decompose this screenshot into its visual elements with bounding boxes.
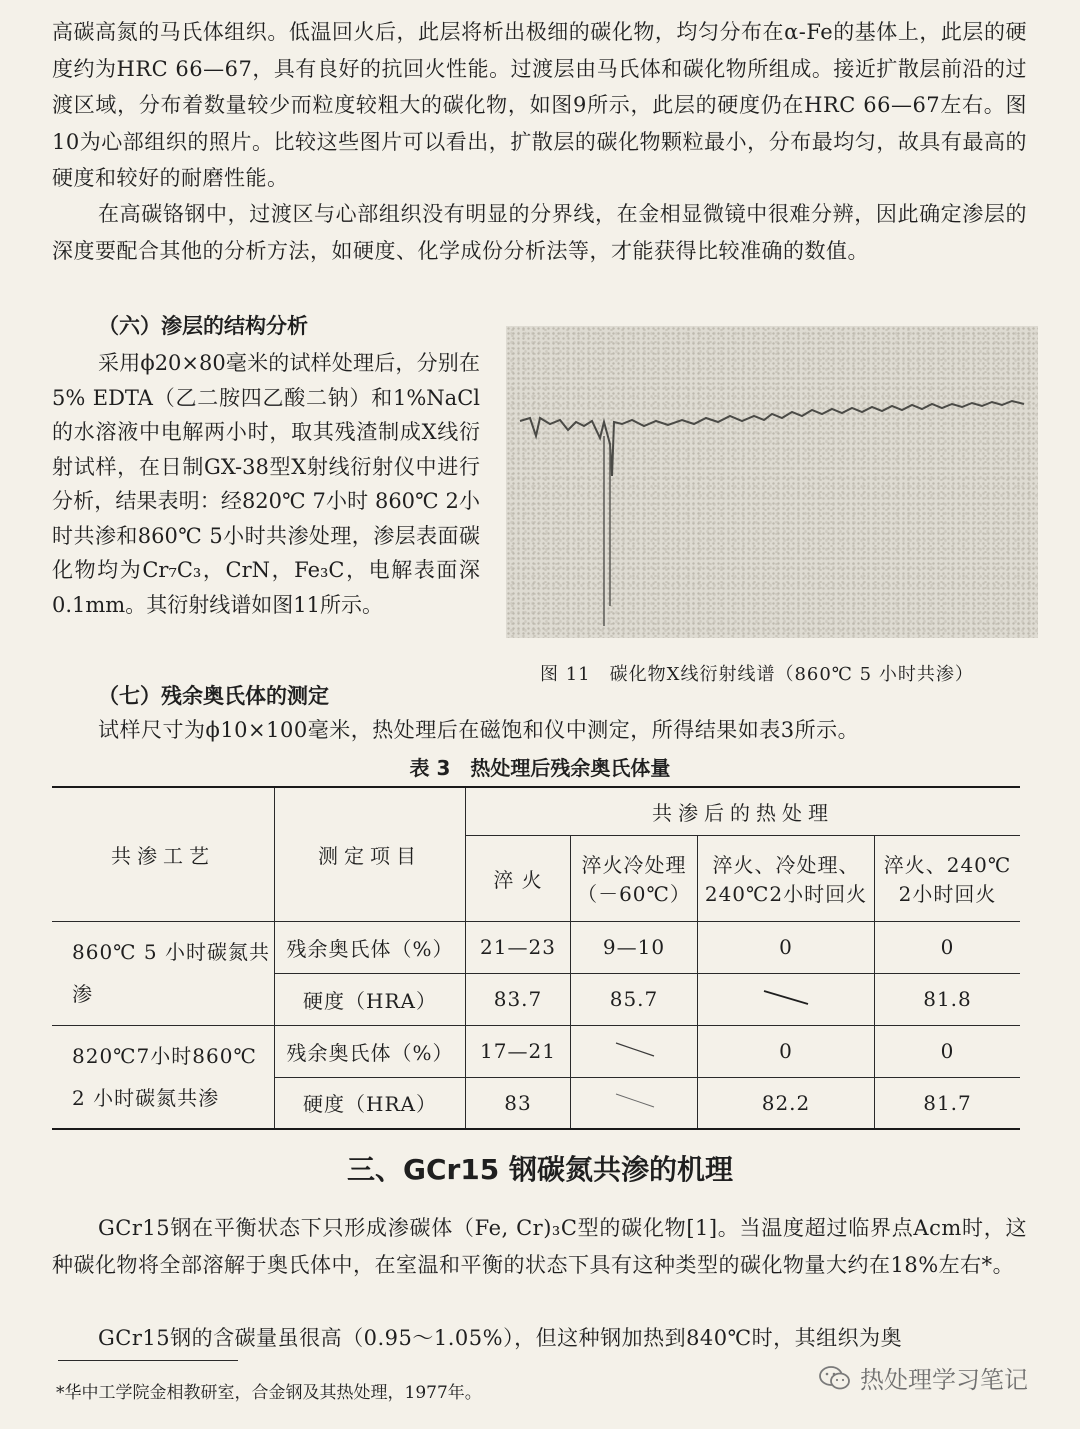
not-measured-slash — [604, 1088, 664, 1112]
footnote-rule — [58, 1360, 238, 1361]
table-cell: 0 — [875, 921, 1021, 973]
header-post-treatment: 共渗后的热处理 — [466, 787, 1021, 835]
table-cell: 21—23 — [466, 921, 571, 973]
watermark-text: 热处理学习笔记 — [860, 1366, 1028, 1394]
table-cell: 0 — [875, 1025, 1021, 1077]
row-item: 残余奥氏体（%） — [275, 921, 466, 973]
paragraph-carbide-layers: 高碳高氮的马氏体组织。低温回火后，此层将析出极细的碳化物，均匀分布在α-Fe的基体上，此层的硬度约为HRC 66—67，具有良好的抗回火性能。过渡层由马氏体和碳化物所组成。接近扩散层前沿的过渡区域，分布着数量较少而粒度较粗大的碳化物，如图9所示，此层的硬度仍在HRC 66—67左右。图10为心部组织的照片。比较这些图片可以看出，扩散层的碳化物颗粒最小，分布最均匀，故具有最高的硬度和较好的耐磨性能。 — [52, 20, 1027, 190]
paragraph-carbide-type: GCr15钢在平衡状态下只形成渗碳体（Fe, Cr)₃C型的碳化物[1]。当温度超过临界点Acm时，这种碳化物将全部溶解于奥氏体中，在室温和平衡的状态下具有这种类型的碳化物量大约在18%左右*。 — [52, 1216, 1027, 1277]
table-cell: 83.7 — [466, 973, 571, 1025]
table-cell: 0 — [698, 1025, 875, 1077]
watermark — [818, 1360, 1028, 1395]
header-process: 共渗工艺 — [52, 787, 275, 921]
table-cell: 85.7 — [571, 973, 698, 1025]
header-quench-cold: 淬火冷处理（－60℃） — [571, 835, 698, 921]
table-cell: 17—21 — [466, 1025, 571, 1077]
footnote: *华中工学院金相教研室，合金钢及其热处理，1977年。 — [56, 1383, 482, 1403]
header-quench-cold-temper: 淬火、冷处理、240℃2小时回火 — [698, 835, 875, 921]
row-item: 硬度（HRA） — [275, 1077, 466, 1129]
table-cell: 83 — [466, 1077, 571, 1129]
paragraph-xray-analysis: 采用ϕ20×80毫米的试样处理后，分别在5% EDTA（乙二胺四乙酸二钠）和1%NaCl的水溶液中电解两小时，取其残渣制成X线衍射试样，在日制GX-38型X射线衍射仪中进行分析，结果表明：经820℃ 7小时 860℃ 2小时共渗和860℃ 5小时共渗处理，渗层表面碳化物均为Cr₇C₃，CrN，Fe₃C，电解表面深0.1mm。其衍射线谱如图11所示。 — [52, 351, 480, 617]
diffraction-trace — [506, 326, 1038, 638]
header-quench: 淬 火 — [466, 835, 571, 921]
heading-retained-austenite: （七）残余奥氏体的测定 — [98, 684, 329, 708]
table-cell-dash — [571, 1077, 698, 1129]
not-measured-slash — [756, 985, 816, 1009]
section-title: 三、GCr15 钢碳氮共渗的机理 — [346, 1153, 734, 1186]
header-quench-temper: 淬火、240℃ 2小时回火 — [875, 835, 1021, 921]
table-caption: 表 3 热处理后残余奥氏体量 — [409, 756, 671, 780]
row-process-860: 860℃ 5 小时碳氮共渗 — [52, 921, 275, 1025]
table-cell: 9—10 — [571, 921, 698, 973]
row-process-820: 820℃7小时860℃ 2 小时碳氮共渗 — [52, 1025, 275, 1129]
table-cell: 81.7 — [875, 1077, 1021, 1129]
table-cell-dash — [571, 1025, 698, 1077]
table-cell: 81.8 — [875, 973, 1021, 1025]
paragraph-transition-zone: 在高碳铬钢中，过渡区与心部组织没有明显的分界线，在金相显微镜中很难分辨，因此确定渗层的深度要配合其他的分析方法，如硬度、化学成份分析法等，才能获得比较准确的数值。 — [52, 202, 1027, 263]
row-item: 硬度（HRA） — [275, 973, 466, 1025]
figure-caption: 图 11 碳化物X线衍射线谱（860℃ 5 小时共渗） — [540, 664, 974, 685]
heading-structure-analysis: （六）渗层的结构分析 — [98, 314, 308, 338]
paragraph-carbon-content: GCr15钢的含碳量虽很高（0.95～1.05%），但这种钢加热到840℃时，其组织为奥 — [98, 1326, 903, 1350]
header-item: 测定项目 — [275, 787, 466, 921]
table-cell-dash — [698, 973, 875, 1025]
table-cell: 0 — [698, 921, 875, 973]
xray-diffraction-figure — [506, 326, 1038, 638]
wechat-icon — [818, 1364, 852, 1392]
table-cell: 82.2 — [698, 1077, 875, 1129]
not-measured-slash — [604, 1037, 664, 1061]
row-item: 残余奥氏体（%） — [275, 1025, 466, 1077]
retained-austenite-table — [52, 786, 1020, 1130]
paragraph-specimen-size: 试样尺寸为ϕ10×100毫米，热处理后在磁饱和仪中测定，所得结果如表3所示。 — [98, 718, 860, 742]
